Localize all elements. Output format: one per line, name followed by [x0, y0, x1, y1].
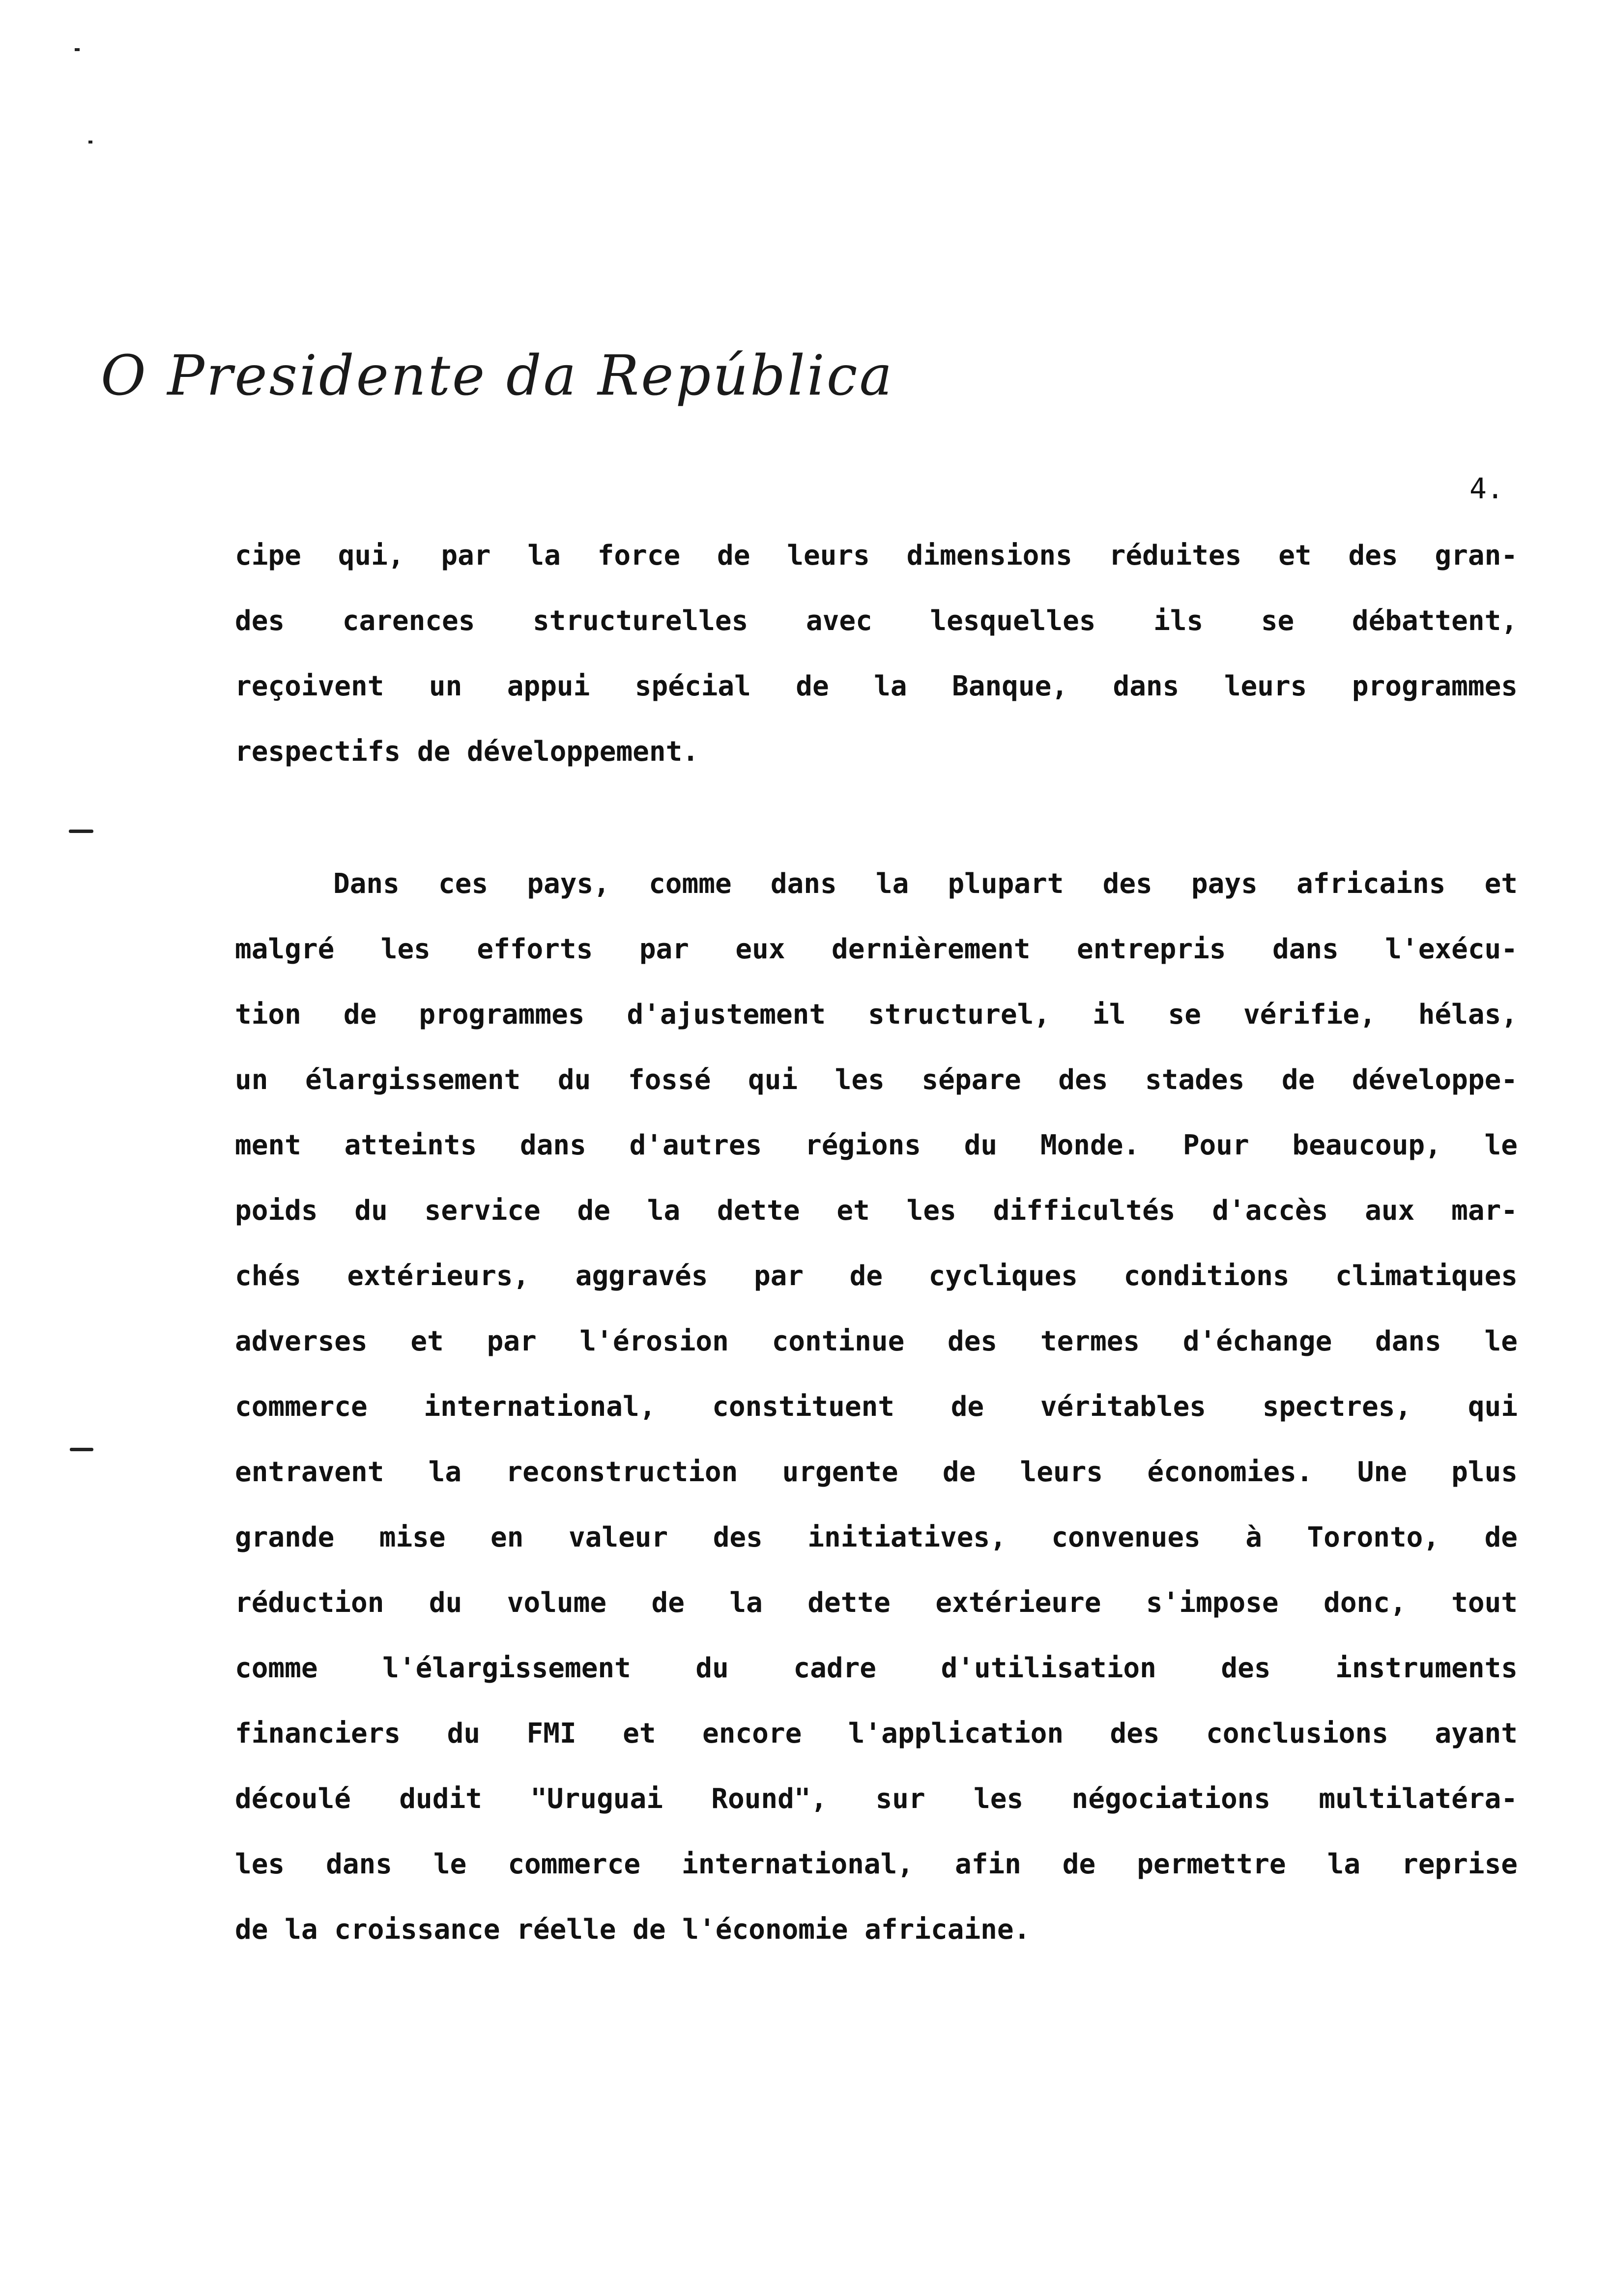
text-line: cipe qui, par la force de leurs dimensions réduites et des gran-	[235, 540, 1518, 572]
text-line: adverses et par l'érosion continue des termes d'échange dans le	[235, 1325, 1518, 1357]
paragraph-1	[235, 523, 1518, 784]
text-line: ment atteints dans d'autres régions du Monde. Pour beaucoup, le	[235, 1129, 1518, 1161]
text-line: entravent la reconstruction urgente de leurs économies. Une plus	[235, 1456, 1518, 1488]
page-number: 4.	[1469, 472, 1504, 505]
text-line: chés extérieurs, aggravés par de cycliques conditions climatiques	[235, 1260, 1518, 1292]
text-line: commerce international, constituent de véritables spectres, qui	[235, 1391, 1518, 1423]
text-line: Dans ces pays, comme dans la plupart des pays africains et	[333, 868, 1518, 900]
text-line: les dans le commerce international, afin de permettre la reprise	[235, 1848, 1518, 1880]
text-line: respectifs de développement.	[235, 736, 699, 768]
text-line: poids du service de la dette et les difficultés d'accès aux mar-	[235, 1195, 1518, 1227]
margin-mark	[70, 1448, 93, 1451]
text-line: de la croissance réelle de l'économie africaine.	[235, 1914, 1031, 1946]
margin-mark	[69, 830, 93, 833]
text-line: grande mise en valeur des initiatives, convenues à Toronto, de	[235, 1521, 1518, 1553]
text-line: tion de programmes d'ajustement structurel, il se vérifie, hélas,	[235, 999, 1518, 1031]
scan-speck	[75, 48, 80, 51]
text-line: comme l'élargissement du cadre d'utilisation des instruments	[235, 1652, 1518, 1684]
paragraph-2	[235, 851, 1518, 1962]
letterhead-title: O Presidente da República	[101, 344, 894, 408]
text-line: un élargissement du fossé qui les sépare des stades de développe-	[235, 1064, 1518, 1096]
text-line: réduction du volume de la dette extérieure s'impose donc, tout	[235, 1587, 1518, 1619]
text-line: financiers du FMI et encore l'application des conclusions ayant	[235, 1718, 1518, 1750]
text-line: reçoivent un appui spécial de la Banque, dans leurs programmes	[235, 670, 1518, 702]
text-line: des carences structurelles avec lesquelles ils se débattent,	[235, 605, 1518, 637]
text-line: malgré les efforts par eux dernièrement entrepris dans l'exécu-	[235, 933, 1518, 965]
text-line: découlé dudit "Uruguai Round", sur les négociations multilatéra-	[235, 1783, 1518, 1815]
scan-speck	[88, 141, 92, 144]
